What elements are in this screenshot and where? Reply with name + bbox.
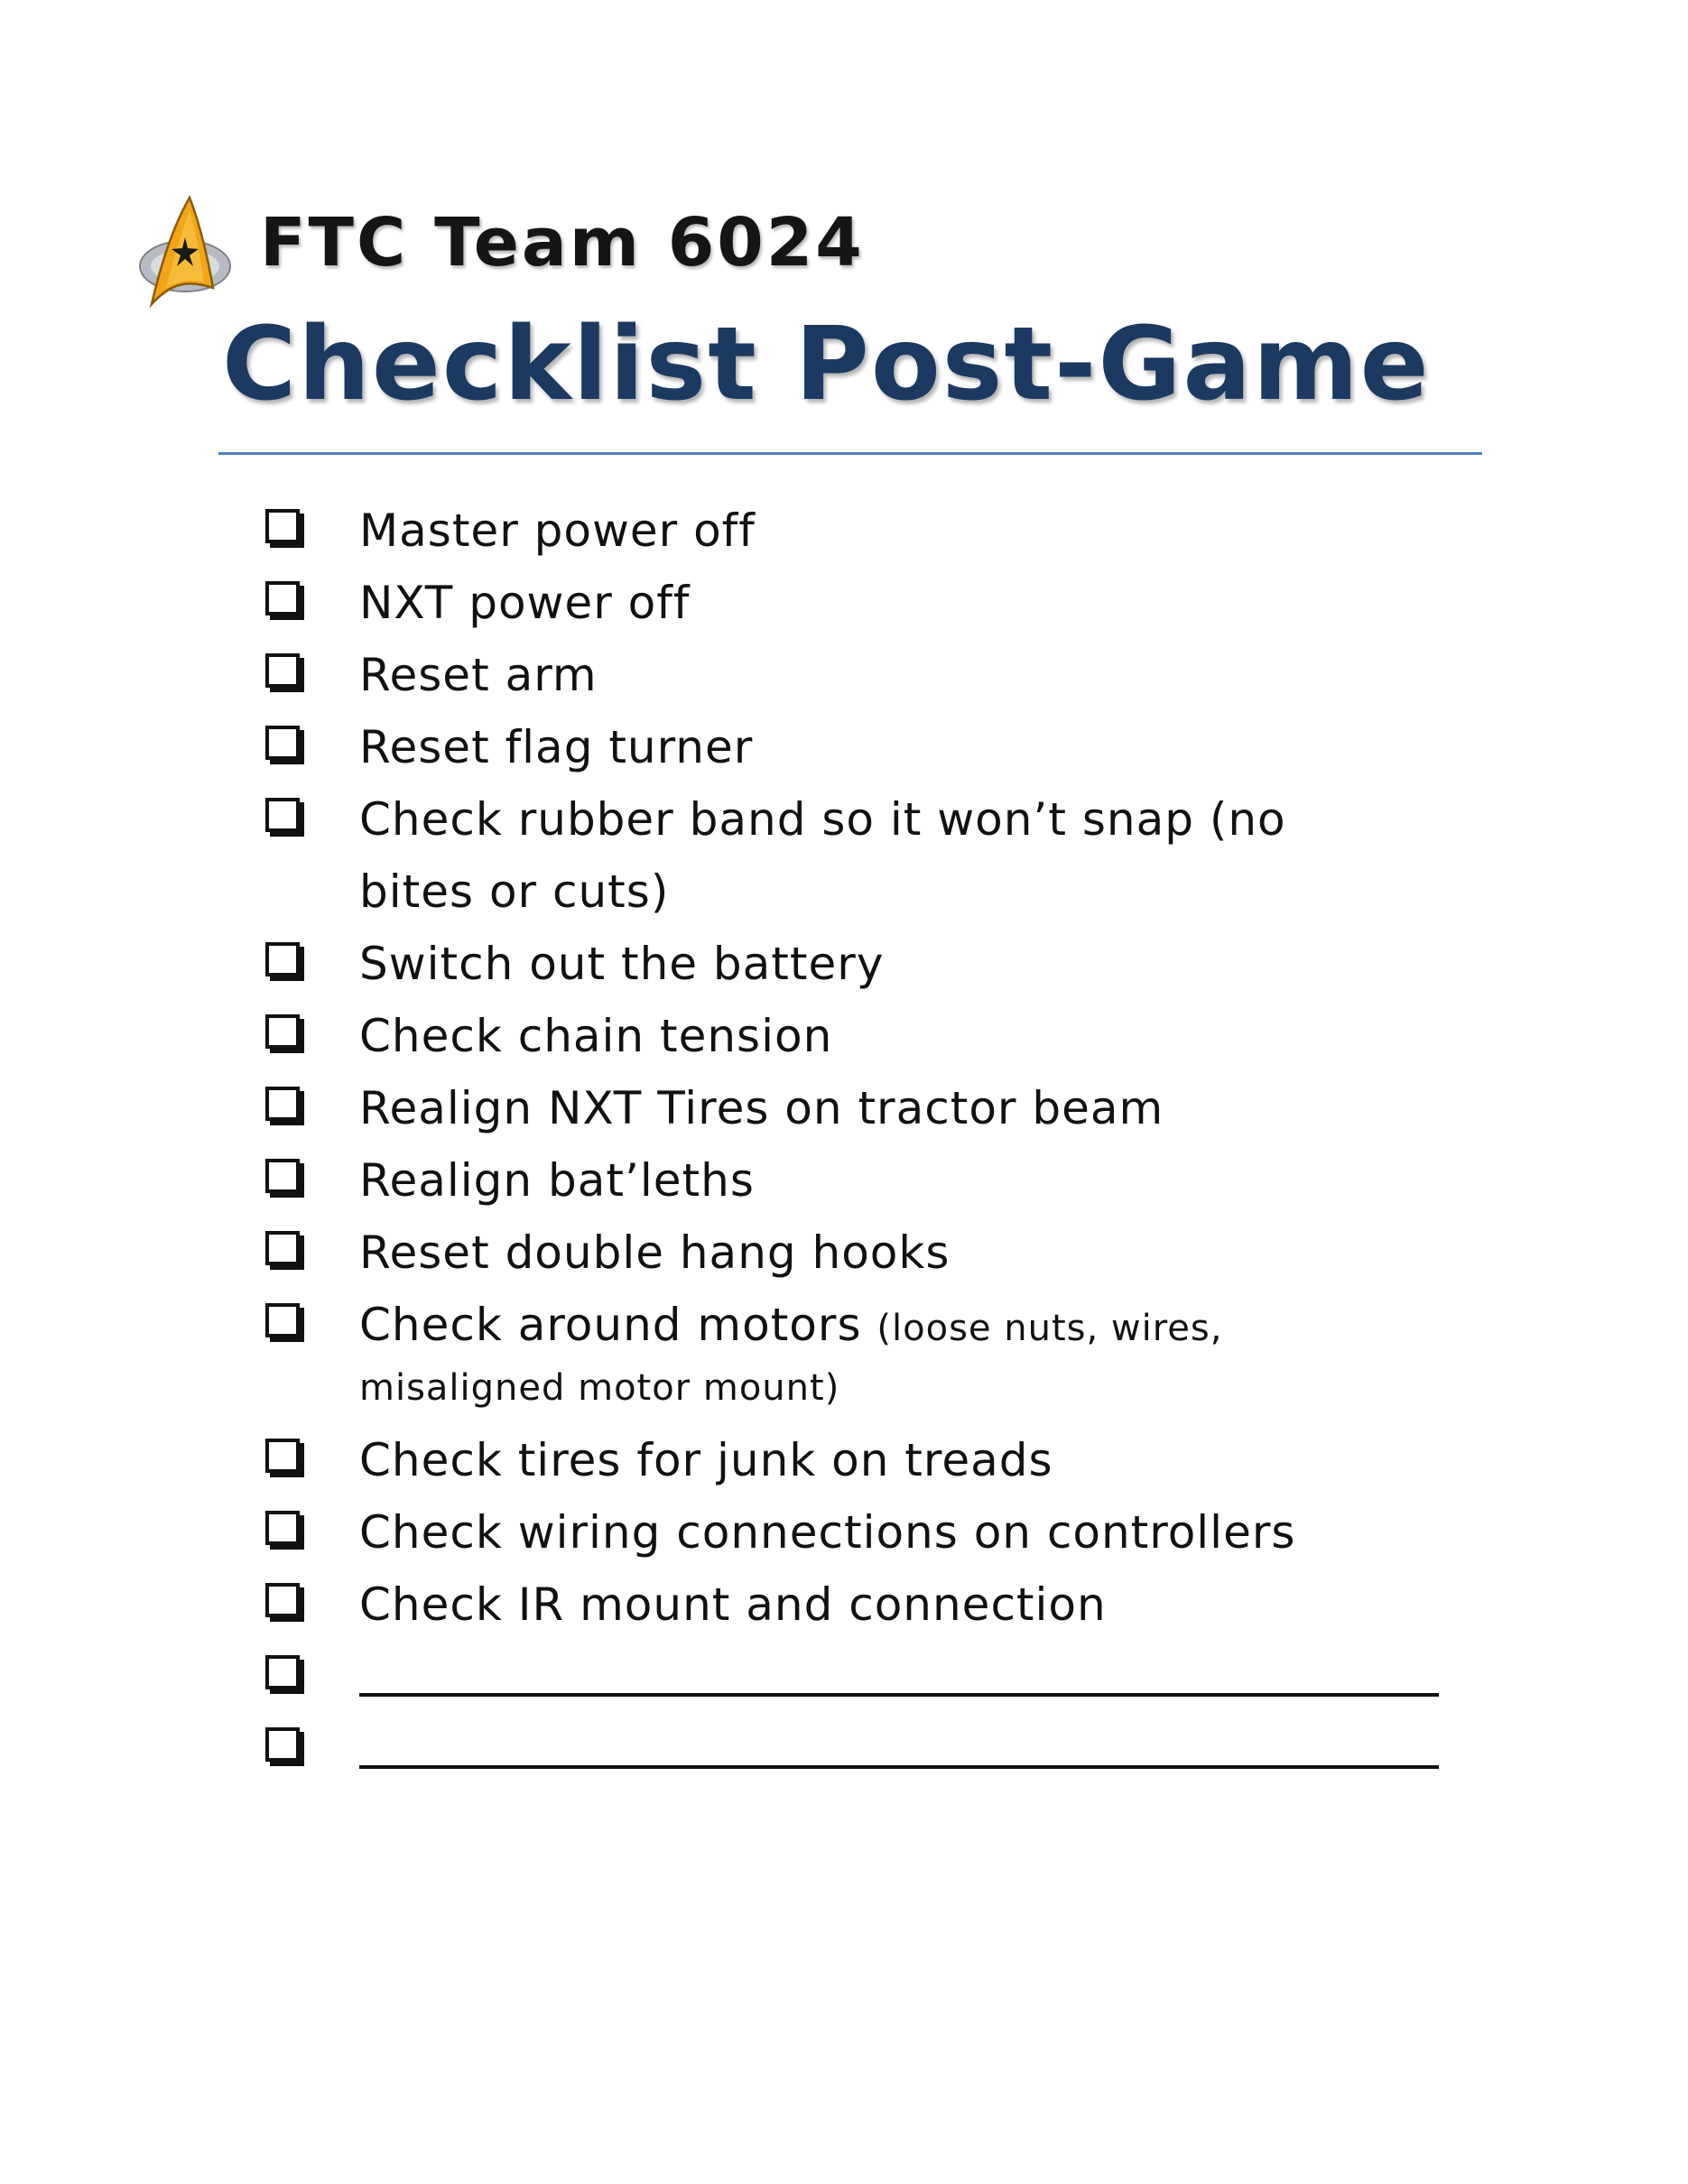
- checklist-item-detail-continued: misaligned motor mount): [359, 1367, 840, 1409]
- checklist-item-ir-mount[interactable]: [262, 1569, 1489, 1641]
- checklist-item-hang-hooks[interactable]: [262, 1217, 1489, 1289]
- checklist-item-realign-batleths[interactable]: [262, 1144, 1489, 1217]
- checklist-item-label-continued: bites or cuts): [359, 865, 670, 918]
- checklist-item-label: Check chain tension: [359, 1010, 833, 1062]
- checklist-item-reset-flag-turner[interactable]: [262, 711, 1489, 783]
- checklist-item-battery[interactable]: [262, 928, 1489, 1000]
- checklist-item-label: Reset arm: [359, 649, 598, 701]
- checkbox-icon[interactable]: [265, 1583, 300, 1617]
- checkbox-icon[interactable]: [265, 509, 300, 543]
- checklist-item-label: NXT power off: [359, 577, 691, 629]
- checklist-item-wiring[interactable]: [262, 1496, 1489, 1569]
- checkbox-icon[interactable]: [265, 1159, 300, 1193]
- blank-entry-line[interactable]: [359, 1713, 1439, 1769]
- checklist: [262, 495, 1489, 1785]
- checkbox-icon[interactable]: [265, 1303, 300, 1337]
- checklist-item-tires-junk[interactable]: [262, 1424, 1489, 1496]
- checkbox-icon[interactable]: [265, 1014, 300, 1049]
- checklist-item-label: Reset flag turner: [359, 721, 754, 773]
- checkbox-icon[interactable]: [265, 653, 300, 688]
- checklist-item-label: Check IR mount and connection: [359, 1578, 1107, 1631]
- checkbox-icon[interactable]: [265, 1231, 300, 1265]
- checklist-item-chain-tension[interactable]: [262, 1000, 1489, 1072]
- checklist-item-label: Master power off: [359, 504, 756, 557]
- checklist-item-label: Check rubber band so it won’t snap (no: [359, 793, 1286, 846]
- checklist-item-realign-tires[interactable]: [262, 1072, 1489, 1144]
- checklist-item-label: Realign NXT Tires on tractor beam: [359, 1082, 1164, 1134]
- checkbox-icon[interactable]: [265, 1511, 300, 1545]
- checklist-item-detail: (loose nuts, wires,: [876, 1308, 1223, 1349]
- checkbox-icon[interactable]: [265, 942, 300, 976]
- starfleet-insignia-icon: [135, 194, 235, 311]
- checkbox-icon[interactable]: [265, 581, 300, 615]
- checklist-item-nxt-power[interactable]: [262, 567, 1489, 639]
- checkbox-icon[interactable]: [265, 1727, 300, 1762]
- checklist-item-label: Switch out the battery: [359, 938, 885, 990]
- page-title: Checklist Post-Game: [222, 306, 1431, 423]
- checklist-item-label: Reset double hang hooks: [359, 1226, 951, 1279]
- title-divider: [218, 452, 1482, 455]
- checklist-item-motors[interactable]: [262, 1289, 1489, 1415]
- checkbox-icon[interactable]: [265, 798, 300, 832]
- checklist-item-label: Check around motors: [359, 1299, 877, 1351]
- checklist-item-label: Check tires for junk on treads: [359, 1434, 1053, 1486]
- blank-entry-line[interactable]: [359, 1641, 1439, 1697]
- checklist-item-rubber-band[interactable]: [262, 783, 1489, 928]
- checklist-item-master-power[interactable]: [262, 495, 1489, 567]
- checklist-item-blank[interactable]: [262, 1713, 1489, 1785]
- checklist-item-reset-arm[interactable]: [262, 639, 1489, 711]
- team-name: FTC Team 6024: [260, 204, 865, 282]
- checkbox-icon[interactable]: [265, 1655, 300, 1689]
- checklist-item-label: Realign bat’leths: [359, 1154, 755, 1207]
- checkbox-icon[interactable]: [265, 1087, 300, 1121]
- checklist-item-blank[interactable]: [262, 1641, 1489, 1713]
- checkbox-icon[interactable]: [265, 726, 300, 760]
- checkbox-icon[interactable]: [265, 1439, 300, 1473]
- checklist-item-label: Check wiring connections on controllers: [359, 1506, 1296, 1559]
